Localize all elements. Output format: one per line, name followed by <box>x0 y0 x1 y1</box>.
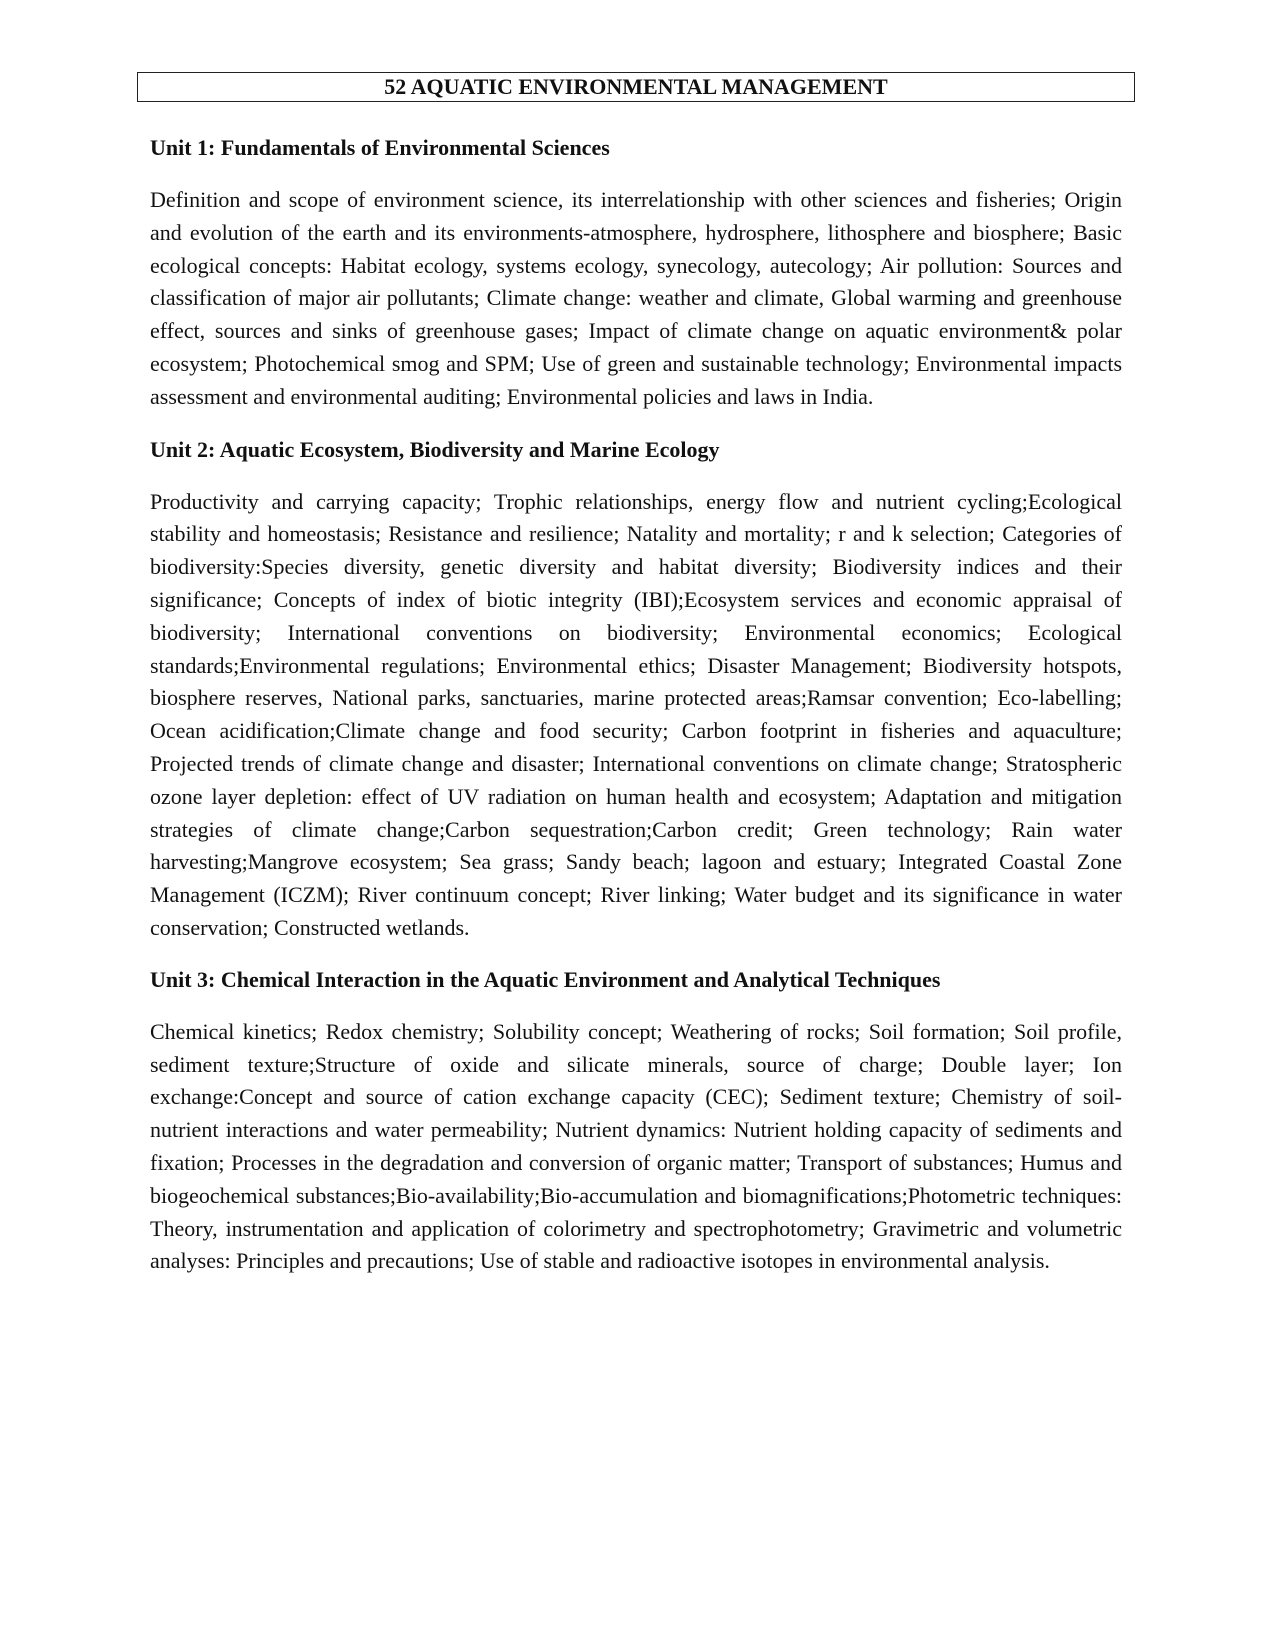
unit-2-section <box>150 434 1122 945</box>
document-title: 52 AQUATIC ENVIRONMENTAL MANAGEMENT <box>137 72 1135 102</box>
unit-3-section <box>150 964 1122 1278</box>
unit-3-heading: Unit 3: Chemical Interaction in the Aquatic Environment and Analytical Techniques <box>150 966 941 992</box>
unit-3-body: Chemical kinetics; Redox chemistry; Solubility concept; Weathering of rocks; Soil formation; Soil profile, sediment texture;Structure of oxide and silicate minerals, source of charge; Double layer; Ion exchange:Concept and source of cation exchange capacity (CEC); Sediment texture; Chemistry of soil- nutrient interactions and water permeability; Nutrient dynamics: Nutrient holding capacity of sediments and fixation; Processes in the degradation and conversion of organic matter; Transport of substances; Humus and biogeochemical substances;Bio-availability;Bio-accumulation and biomagnifications;Photometric techniques: Theory, instrumentation and application of colorimetry and spectrophotometry; Gravimetric and volumetric analyses: Principles and precautions; Use of stable and radioactive isotopes in environmental analysis. <box>150 1018 1122 1274</box>
unit-2-heading: Unit 2: Aquatic Ecosystem, Biodiversity and Marine Ecology <box>150 436 720 462</box>
unit-1-body: Definition and scope of environment science, its interrelationship with other sciences and fisheries; Origin and evolution of the earth and its environments-atmosphere, hydrosphere, lithosphere and biosphere; Basic ecological concepts: Habitat ecology, systems ecology, synecology, autecology; Air pollution: Sources and classification of major air pollutants; Climate change: weather and climate, Global warming and greenhouse effect, sources and sinks of greenhouse gases; Impact of climate change on aquatic environment& polar ecosystem; Photochemical smog and SPM; Use of green and sustainable technology; Environmental impacts assessment and environmental auditing; Environmental policies and laws in India. <box>150 187 1122 409</box>
unit-1-heading: Unit 1: Fundamentals of Environmental Sciences <box>150 135 610 160</box>
unit-1-section <box>150 132 1122 414</box>
unit-2-body: Productivity and carrying capacity; Trophic relationships, energy flow and nutrient cycling;Ecological stability and homeostasis; Resistance and resilience; Natality and mortality; r and k selection; Categories of biodiversity:Species diversity, genetic diversity and habitat diversity; Biodiversity indices and their significance; Concepts of index of biotic integrity (IBI);Ecosystem services and economic appraisal of biodiversity; International conventions on biodiversity; Environmental economics; Ecological standards;Environmental regulations; Environmental ethics; Disaster Management; Biodiversity hotspots, biosphere reserves, National parks, sanctuaries, marine protected areas;Ramsar convention; Eco-labelling; Ocean acidification;Climate change and food security; Carbon footprint in fisheries and aquaculture; Projected trends of climate change and disaster; International conventions on climate change; Stratospheric ozone layer depletion: effect of UV radiation on human health and ecosystem; Adaptation and mitigation strategies of climate change;Carbon sequestration;Carbon credit; Green technology; Rain water harvesting;Mangrove ecosystem; Sea grass; Sandy beach; lagoon and estuary; Integrated Coastal Zone Management (ICZM); River continuum concept; River linking; Water budget and its significance in water conservation; Constructed wetlands. <box>150 488 1122 940</box>
syllabus-content <box>150 128 1122 1278</box>
